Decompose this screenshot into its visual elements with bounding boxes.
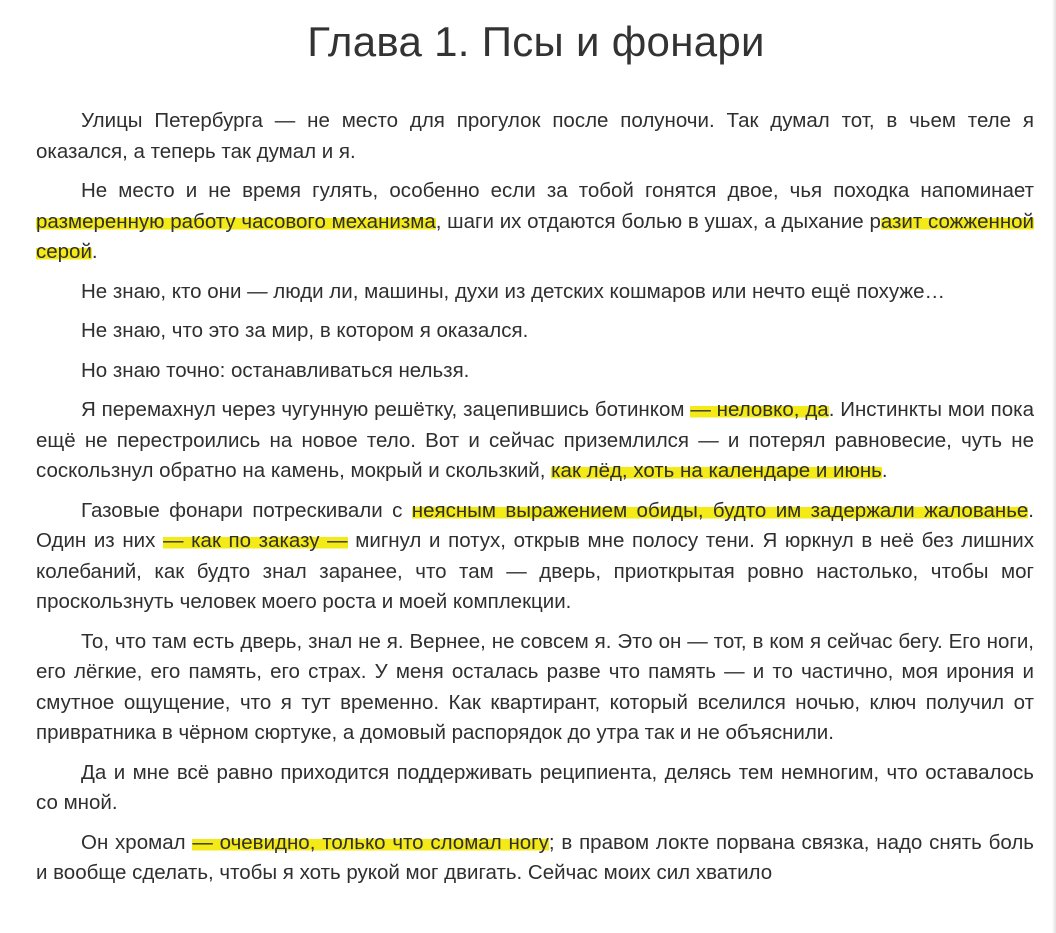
text-segment: , шаги их отдаются болью в ушах, а дыхание р <box>435 209 881 233</box>
paragraph <box>36 828 1034 889</box>
paragraph <box>36 496 1034 618</box>
chapter-title: Глава 1. Псы и фонари <box>307 18 765 65</box>
text-segment: мигнул и потух, открыв мне полосу тени. Я юркнул в неё без лишних колебаний, как будто знал заранее, что там — дверь, приоткрытая ровно настолько, чтобы мог проскользнуть человек моего роста и моей комплекции. <box>36 529 1034 613</box>
paragraph <box>36 176 1034 268</box>
text-segment: Да и мне всё равно приходится поддерживать реципиента, делясь тем немногим, что оставалось со мной. <box>36 760 1034 814</box>
highlighted-text: — очевидно, только что сломал ногу <box>192 830 549 854</box>
highlighted-text: — как по заказу — <box>163 529 348 552</box>
text-segment: Газовые фонари потрескивали с <box>81 498 412 522</box>
highlighted-text: размеренную работу часового механизма <box>36 209 436 233</box>
text-segment: Я перемахнул через чугунную решётку, зацепившись ботинком <box>81 398 691 421</box>
text-segment: Не знаю, кто они — люди ли, машины, духи из детских кошмаров или нечто ещё похуже… <box>81 279 946 303</box>
text-segment: . Инстинкты мои пока ещё не перестроились на новое тело. Вот и сейчас приземлился — и потерял равновесие, чуть не соскользнул обратно на камень, мокрый и скользкий, <box>36 398 1035 482</box>
paragraph <box>36 395 1034 487</box>
paragraph <box>36 277 1034 308</box>
paragraph <box>36 106 1034 167</box>
highlighted-text: азит сожженной серой <box>36 209 1034 263</box>
highlighted-text: неясным выражением обиды, будто им задержали жалованье <box>411 498 1029 522</box>
highlighted-text: как лёд, хоть на календаре и июнь <box>551 459 882 482</box>
chapter-body <box>36 106 1034 898</box>
highlighted-text: — неловко, да <box>690 398 829 421</box>
text-segment: Он хромал <box>81 830 193 854</box>
text-segment: Улицы Петербурга — не место для прогулок после полуночи. Так думал тот, в чьем теле я оказался, а теперь так думал и я. <box>36 109 1034 163</box>
paragraph <box>36 627 1034 749</box>
paragraph <box>36 758 1034 819</box>
text-segment: Не знаю, что это за мир, в котором я оказался. <box>81 319 529 342</box>
text-segment: То, что там есть дверь, знал не я. Вернее, не совсем я. Это он — тот, в ком я сейчас бегу. Его ноги, его лёгкие, его память, его страх. У меня осталась разве что память — и то частично, моя ирония и смутное ощущение, что я тут временно. Как квартирант, который вселился ночью, ключ получил от привратника в чёрном сюртуке, а домовый распорядок до утра так и не объяснили. <box>36 629 1034 744</box>
text-segment: Не место и не время гулять, особенно если за тобой гонятся двое, чья походка напоминает <box>81 179 1034 202</box>
paragraph <box>36 316 1034 347</box>
text-segment: . <box>91 240 98 263</box>
paragraph <box>36 356 1034 387</box>
text-segment: . <box>881 459 888 482</box>
page-edge <box>1052 0 1056 933</box>
text-segment: Но знаю точно: останавливаться нельзя. <box>81 358 470 382</box>
text-segment: . Один из них <box>36 498 1034 552</box>
text-segment: ; в правом локте порвана связка, надо снять боль и вообще сделать, чтобы я хоть рукой мог двигать. Сейчас моих сил хватило <box>36 830 1034 884</box>
